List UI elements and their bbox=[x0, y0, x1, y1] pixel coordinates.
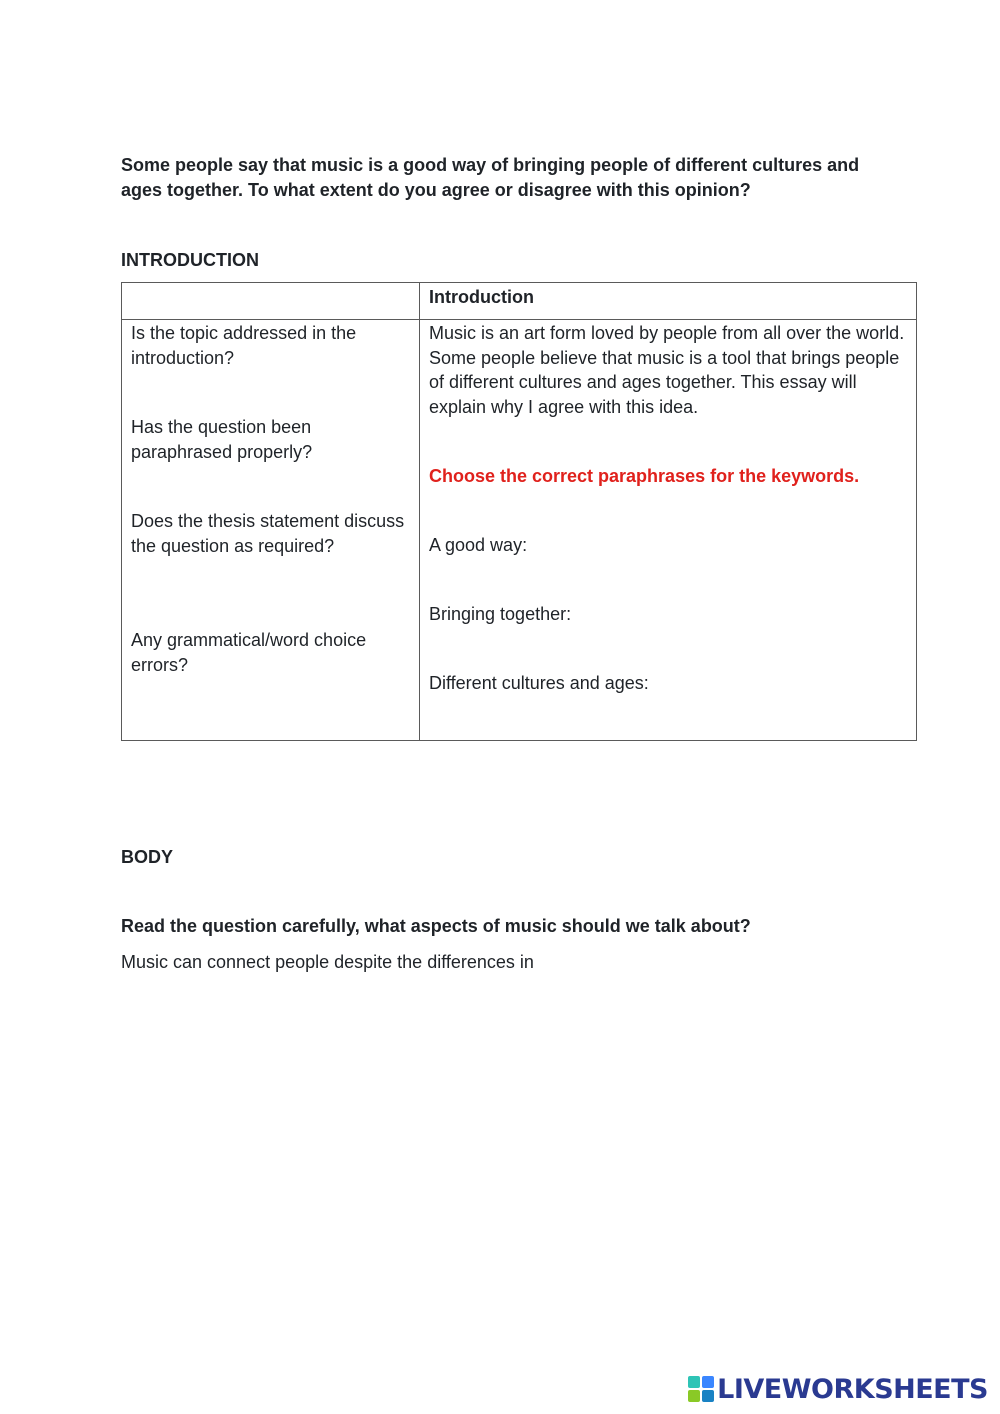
liveworksheets-logo-icon bbox=[688, 1376, 714, 1402]
liveworksheets-brand bbox=[688, 1374, 988, 1404]
table-header-right-cell bbox=[420, 283, 917, 320]
liveworksheets-wordmark: LIVEWORKSHEETS bbox=[717, 1373, 988, 1405]
introduction-content-cell bbox=[420, 320, 917, 741]
table-header-introduction-label: Introduction bbox=[429, 287, 534, 307]
paraphrase-instruction: Choose the correct paraphrases for the keywords. bbox=[429, 466, 860, 486]
logo-tile-v bbox=[688, 1390, 700, 1402]
logo-tile-e bbox=[702, 1390, 714, 1402]
body-question: Read the question carefully, what aspects of music should we talk about? bbox=[121, 916, 751, 936]
checklist-question-topic: Is the topic addressed in the introduction? bbox=[131, 323, 357, 368]
introduction-table bbox=[121, 282, 917, 741]
logo-tile-l bbox=[688, 1376, 700, 1388]
introduction-heading: INTRODUCTION bbox=[121, 250, 259, 270]
checklist-question-thesis: Does the thesis statement discuss the question as required? bbox=[131, 511, 405, 556]
checklist-question-paraphrase: Has the question been paraphrased properly? bbox=[131, 417, 313, 462]
introduction-paragraph: Music is an art form loved by people from all over the world. Some people believe that music is a tool that brings people of different cultures and ages together. This essay will explain why I agree with this idea. bbox=[429, 323, 905, 417]
keyword-cultures-ages: Different cultures and ages: bbox=[429, 673, 649, 693]
checklist-cell bbox=[122, 320, 420, 741]
table-header-row bbox=[122, 283, 917, 320]
body-heading: BODY bbox=[121, 847, 174, 867]
body-sentence-starter: Music can connect people despite the differences in bbox=[121, 952, 534, 972]
table-body-row bbox=[122, 320, 917, 741]
keyword-bringing-together: Bringing together: bbox=[429, 604, 572, 624]
logo-tile-i bbox=[702, 1376, 714, 1388]
table-header-left-cell bbox=[122, 283, 420, 320]
essay-prompt: Some people say that music is a good way of bringing people of different cultures and ages together. To what extent do you agree or disagree with this opinion? bbox=[121, 155, 860, 200]
keyword-good-way: A good way: bbox=[429, 535, 528, 555]
checklist-question-errors: Any grammatical/word choice errors? bbox=[131, 630, 367, 675]
